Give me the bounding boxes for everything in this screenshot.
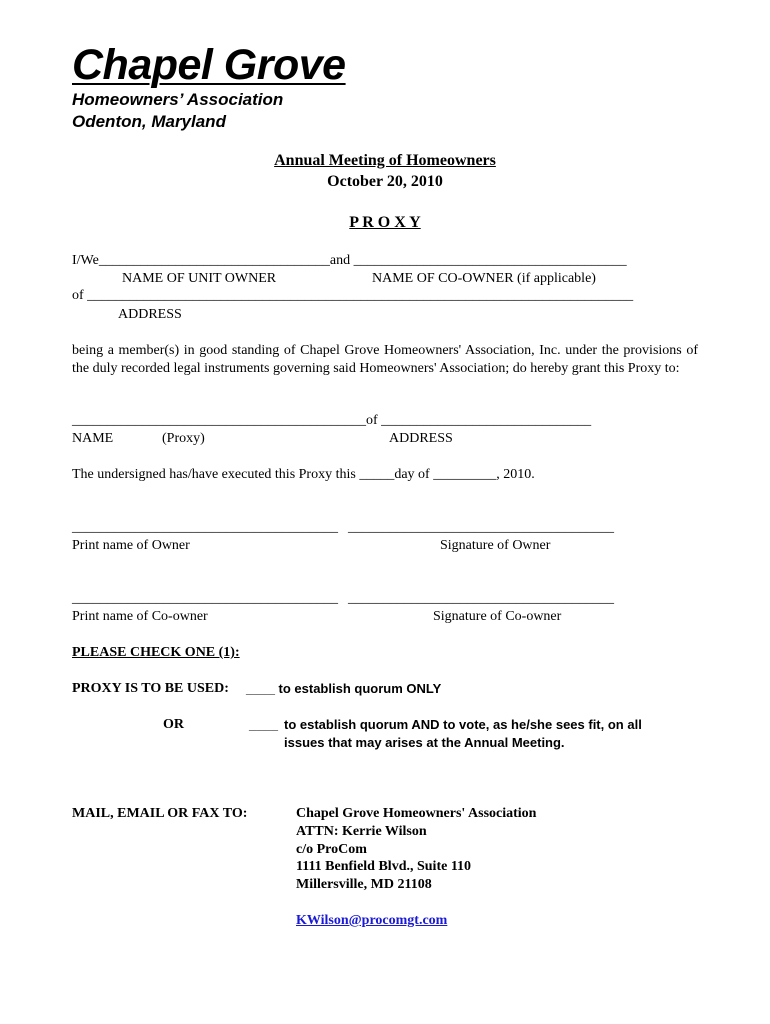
mail-line-1: Chapel Grove Homeowners' Association [296,806,537,821]
signature-owner-blank[interactable]: ______________________________________ [348,520,614,535]
option-vote-text-1: to establish quorum AND to vote, as he/she sees fit, on all [284,717,642,732]
print-coowner-blank[interactable]: ______________________________________ [72,591,338,606]
print-coowner-label: Print name of Co-owner [72,609,208,624]
proxy-name-label: NAME [72,431,114,446]
proxy-title: P R O X Y [349,214,421,231]
mail-label: MAIL, EMAIL OR FAX TO: [72,806,248,821]
signature-coowner-label: Signature of Co-owner [433,609,562,624]
mail-line-3: c/o ProCom [296,842,367,857]
signature-coowner-blank[interactable]: ______________________________________ [348,591,614,606]
executed-statement: The undersigned has/have executed this Proxy this _____day of _________, 2010. [72,467,535,482]
email-link[interactable]: KWilson@procomgt.com [296,913,448,928]
owner-address-line[interactable]: of ______________________________________________________________________________ [72,288,634,303]
meeting-date: October 20, 2010 [327,173,443,190]
proxy-name-line[interactable]: __________________________________________of ______________________________ [72,413,592,428]
meeting-heading: Annual Meeting of Homeowners [274,152,496,169]
check-heading: PLEASE CHECK ONE (1): [72,645,240,660]
option-vote-blank[interactable]: ____ [249,717,278,732]
option-quorum-only[interactable]: ____ to establish quorum ONLY [246,681,442,696]
owner-name-line[interactable]: I/We_________________________________and _______________________________________ [72,253,627,268]
association-location: Odenton, Maryland [72,112,226,131]
option-vote-text-2: issues that may arises at the Annual Meeting. [284,735,565,750]
mail-line-2: ATTN: Kerrie Wilson [296,824,427,839]
or-label: OR [163,717,184,732]
proxy-address-label: ADDRESS [389,431,453,446]
association-subtitle: Homeowners’ Association [72,90,284,109]
signature-owner-label: Signature of Owner [440,538,551,553]
mail-line-5: Millersville, MD 21108 [296,877,432,892]
coowner-name-label: NAME OF CO-OWNER (if applicable) [372,271,596,286]
owner-address-label: ADDRESS [118,307,182,322]
print-owner-label: Print name of Owner [72,538,190,553]
proxy-label: (Proxy) [162,431,205,446]
print-owner-blank[interactable]: ______________________________________ [72,520,338,535]
proxy-use-label: PROXY IS TO BE USED: [72,681,229,696]
association-title: Chapel Grove [72,41,346,89]
mail-line-4: 1111 Benfield Blvd., Suite 110 [296,859,472,874]
owner-name-label: NAME OF UNIT OWNER [122,271,277,286]
membership-paragraph: being a member(s) in good standing of Chapel Grove Homeowners' Association, Inc. under the provisions of the duly recorded legal instruments governing said Homeowners' Association; do hereby grant this Proxy to: [72,343,698,376]
